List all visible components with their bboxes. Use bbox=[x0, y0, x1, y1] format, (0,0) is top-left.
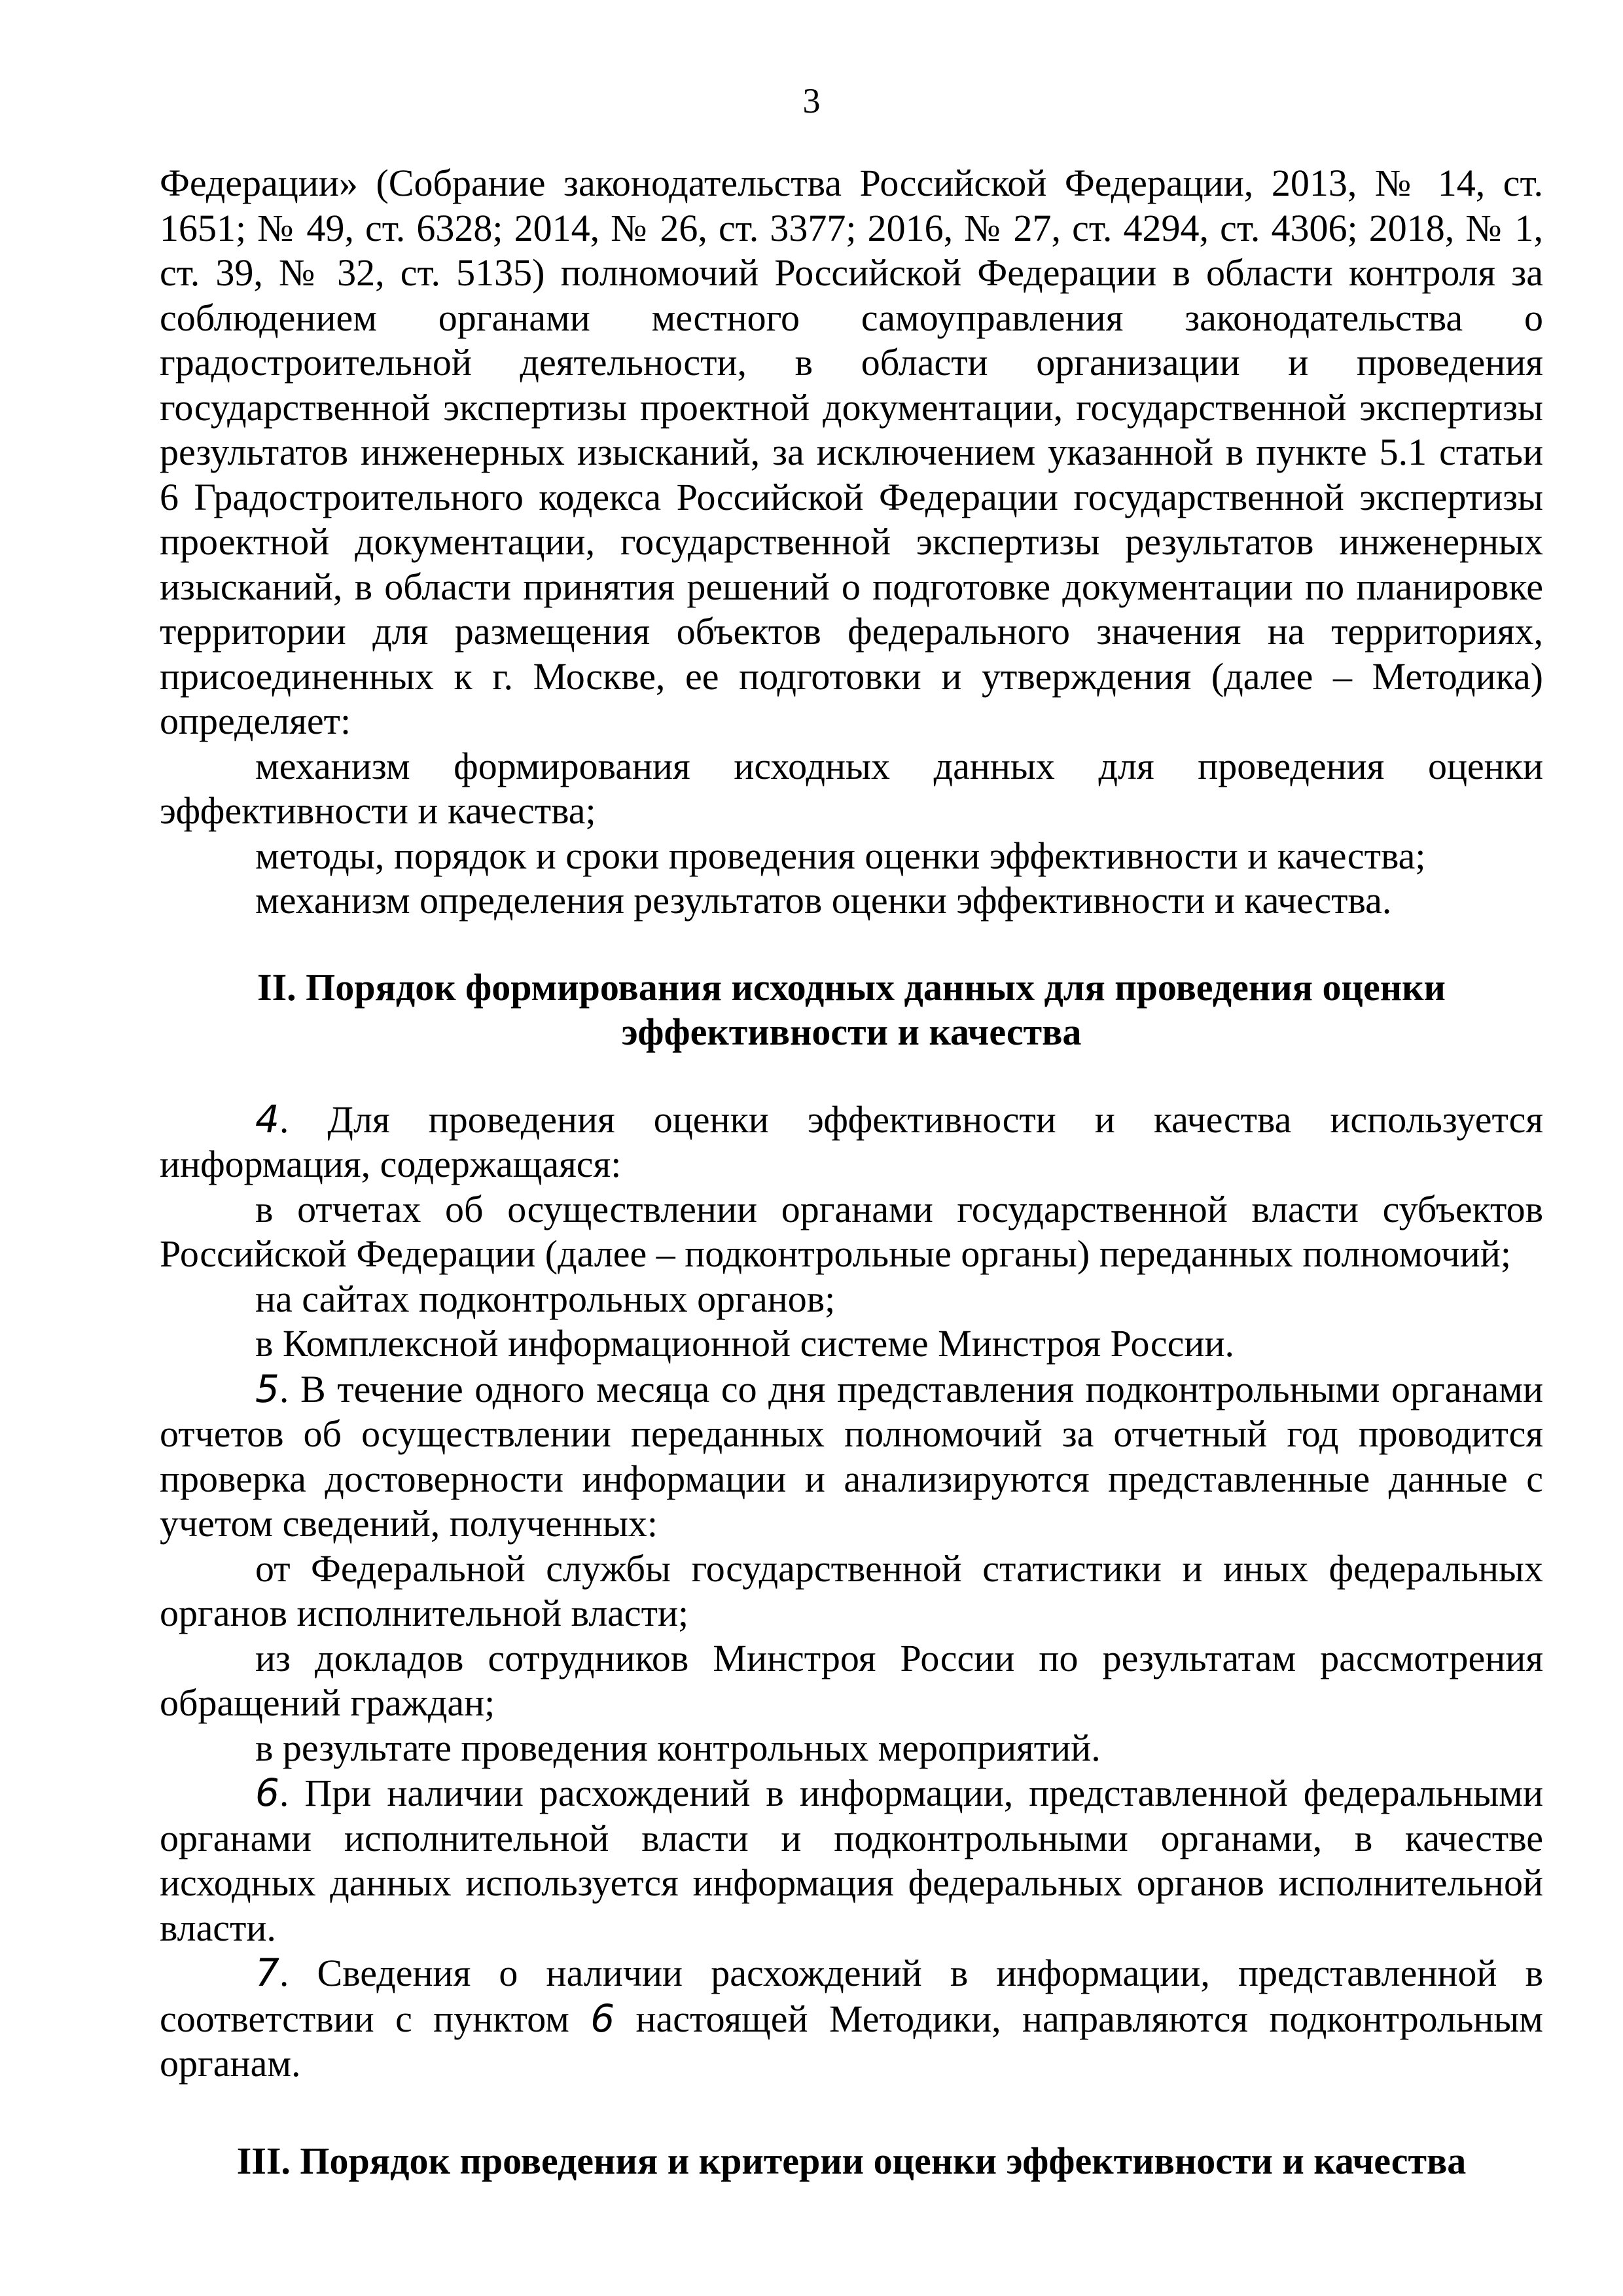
paragraph-6 bbox=[160, 1770, 1543, 1950]
section-2-heading bbox=[160, 965, 1543, 1055]
paragraph-7-text-a: . Сведения о наличии расхождений в информации, представленной в соответствии с пунктом bbox=[160, 1952, 1543, 2040]
intro-item: механизм формирования исходных данных для проведения оценки эффективности и качества; bbox=[160, 744, 1543, 832]
section-2-heading-line2: эффективности и качества bbox=[621, 1011, 1082, 1053]
intro-item: методы, порядок и сроки проведения оценки эффективности и качества; bbox=[255, 834, 1426, 877]
paragraph-5-item: от Федеральной службы государственной статистики и иных федеральных органов исполнительной власти; bbox=[160, 1547, 1543, 1634]
paragraph-4-item: в отчетах об осуществлении органами государственной власти субъектов Российской Федерации (далее – подконтрольные органы) переданных полномочий; bbox=[160, 1187, 1543, 1275]
paragraph-4-number: 4 bbox=[255, 1096, 279, 1141]
paragraph-6-text: . При наличии расхождений в информации, представленной федеральными органами исполнительной власти и подконтрольными органами, в качестве исходных данных используется информация федеральных органов исполнительной власти. bbox=[160, 1772, 1543, 1949]
intro-paragraph: Федерации» (Собрание законодательства Российской Федерации, 2013, № 14, ст. 1651; № 49, ст. 6328; 2014, № 26, ст. 3377; 2016, № 27, ст. 4294, ст. 4306; 2018, № 1, ст. 39, № 32, ст. 5135) полномочий Российской Федерации в области контроля за соблюдением органами местного самоуправления законодательства о градостроительной деятельности, в области организации и проведения государственной экспертизы проектной документации, государственной экспертизы результатов инженерных изысканий, за исключением указанной в пункте 5.1 статьи 6 Градостроительного кодекса Российской Федерации государственной экспертизы проектной документации, государственной экспертизы результатов инженерных изысканий, в области принятия решений о подготовке документации по планировке территории для размещения объектов федерального значения на территориях, присоединенных к г. Москве, ее подготовки и утверждения (далее – Методика) определяет: bbox=[160, 162, 1543, 742]
paragraph-7-reference: 6 bbox=[590, 1996, 615, 2041]
paragraph-5-number: 5 bbox=[255, 1366, 279, 1411]
paragraph-4-item: в Комплексной информационной системе Минстроя России. bbox=[255, 1322, 1234, 1365]
paragraph-6-number: 6 bbox=[255, 1770, 279, 1815]
paragraph-7-text-b: настоящей Методики, направляются подконтрольным органам. bbox=[160, 1997, 1544, 2085]
section-3-heading: III. Порядок проведения и критерии оценки эффективности и качества bbox=[236, 2139, 1467, 2182]
section-2-heading-line1: II. Порядок формирования исходных данных для проведения оценки bbox=[257, 965, 1446, 1009]
paragraph-7-number: 7 bbox=[255, 1950, 279, 1995]
paragraph-4-text: . Для проведения оценки эффективности и качества используется информация, содержащаяся: bbox=[160, 1098, 1543, 1185]
page-number: 3 bbox=[802, 81, 821, 120]
paragraph-5-text: . В течение одного месяца со дня представления подконтрольными органами отчетов об осуществлении переданных полномочий за отчетный год проводится проверка достоверности информации и анализируются представленные данные с учетом сведений, полученных: bbox=[160, 1367, 1543, 1545]
paragraph-5-item: в результате проведения контрольных мероприятий. bbox=[255, 1726, 1101, 1769]
intro-item: механизм определения результатов оценки эффективности и качества. bbox=[255, 879, 1392, 922]
paragraph-4 bbox=[160, 1097, 1543, 1187]
document-body bbox=[160, 161, 1543, 2183]
paragraph-4-item: на сайтах подконтрольных органов; bbox=[255, 1277, 836, 1320]
paragraph-7 bbox=[160, 1950, 1543, 2087]
paragraph-5 bbox=[160, 1367, 1543, 1547]
paragraph-5-item: из докладов сотрудников Минстроя России по результатам рассмотрения обращений граждан; bbox=[160, 1636, 1543, 1724]
